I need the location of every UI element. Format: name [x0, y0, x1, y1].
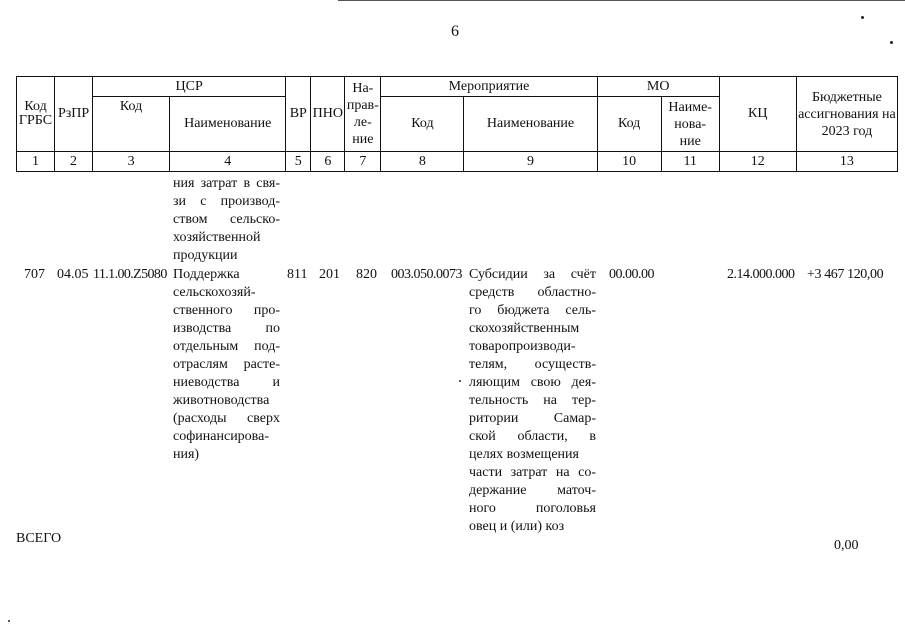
row-mer-kod: 003.050.0073 — [391, 267, 462, 282]
header-mer-name: Наименование — [464, 97, 597, 152]
row-kod-grbs: 707 — [24, 267, 45, 282]
column-number: 7 — [345, 152, 381, 172]
continuation-text: ния затрат в свя- зи с производ- ством сельско- хозяйственной продукции — [173, 176, 280, 263]
column-number: 2 — [55, 152, 93, 172]
header-csr-name: Наименование — [170, 97, 286, 152]
header-mer-kod: Код — [381, 97, 464, 152]
column-number: 3 — [93, 152, 170, 172]
row-pno: 201 — [319, 267, 340, 282]
header-pno: ПНО — [311, 77, 345, 152]
header-meropriyatie: Мероприятие — [381, 77, 597, 97]
header-napravlenie: На- прав- ле- ние — [345, 77, 381, 152]
scan-speck — [8, 620, 10, 622]
page-number: 6 — [451, 23, 459, 40]
column-number: 13 — [796, 152, 897, 172]
column-number: 4 — [170, 152, 286, 172]
scan-speck — [890, 41, 893, 44]
table-header — [16, 76, 898, 172]
row-kc: 2.14.000.000 — [727, 267, 795, 282]
scan-speck — [459, 380, 461, 382]
page-top-rule — [338, 0, 905, 1]
header-rzpr: РзПР — [55, 77, 93, 152]
column-number: 6 — [311, 152, 345, 172]
column-number: 5 — [286, 152, 311, 172]
column-number: 8 — [381, 152, 464, 172]
column-number: 11 — [661, 152, 719, 172]
row-rzpr: 04.05 — [57, 267, 89, 282]
header-vr: ВР — [286, 77, 311, 152]
column-number: 10 — [597, 152, 661, 172]
column-number: 1 — [17, 152, 55, 172]
column-number: 9 — [464, 152, 597, 172]
row-amount: +3 467 120,00 — [807, 267, 884, 282]
column-number: 12 — [719, 152, 796, 172]
row-csr-name: Поддержка сельскохозяй- ственного про- изводства по отдельным под- отраслям расте- ниеводства и животноводства (расходы сверх софинансирова- ния) — [173, 267, 280, 462]
header-budget: Бюджетные ассигнования на 2023 год — [796, 77, 897, 152]
row-vr: 811 — [287, 267, 308, 282]
header-csr: ЦСР — [93, 77, 286, 97]
header-kod-grbs: Код ГРБС — [17, 77, 55, 152]
header-mo-name: Наиме- нова- ние — [661, 97, 719, 152]
header-mo-kod: Код — [597, 97, 661, 152]
total-label: ВСЕГО — [16, 531, 62, 546]
header-kc: КЦ — [719, 77, 796, 152]
scan-speck — [861, 16, 864, 19]
header-mo: МО — [597, 77, 719, 97]
header-csr-kod: Код — [93, 97, 170, 152]
row-mer-name: Субсидии за счёт средств областно- го бюджета сель- скохозяйственным товаропроизводи- телям, осуществ- ляющим свою дея- тельность на тер- ритории Самар- ской области, в целях возмещения части затрат на со- держание маточ- ного поголовья овец и (или) коз — [469, 267, 596, 534]
row-csr-kod: 11.1.00.Z5080 — [93, 267, 167, 282]
row-mo-kod: 00.00.00 — [609, 267, 654, 282]
row-napravlenie: 820 — [356, 267, 377, 282]
total-value: 0,00 — [834, 538, 859, 553]
